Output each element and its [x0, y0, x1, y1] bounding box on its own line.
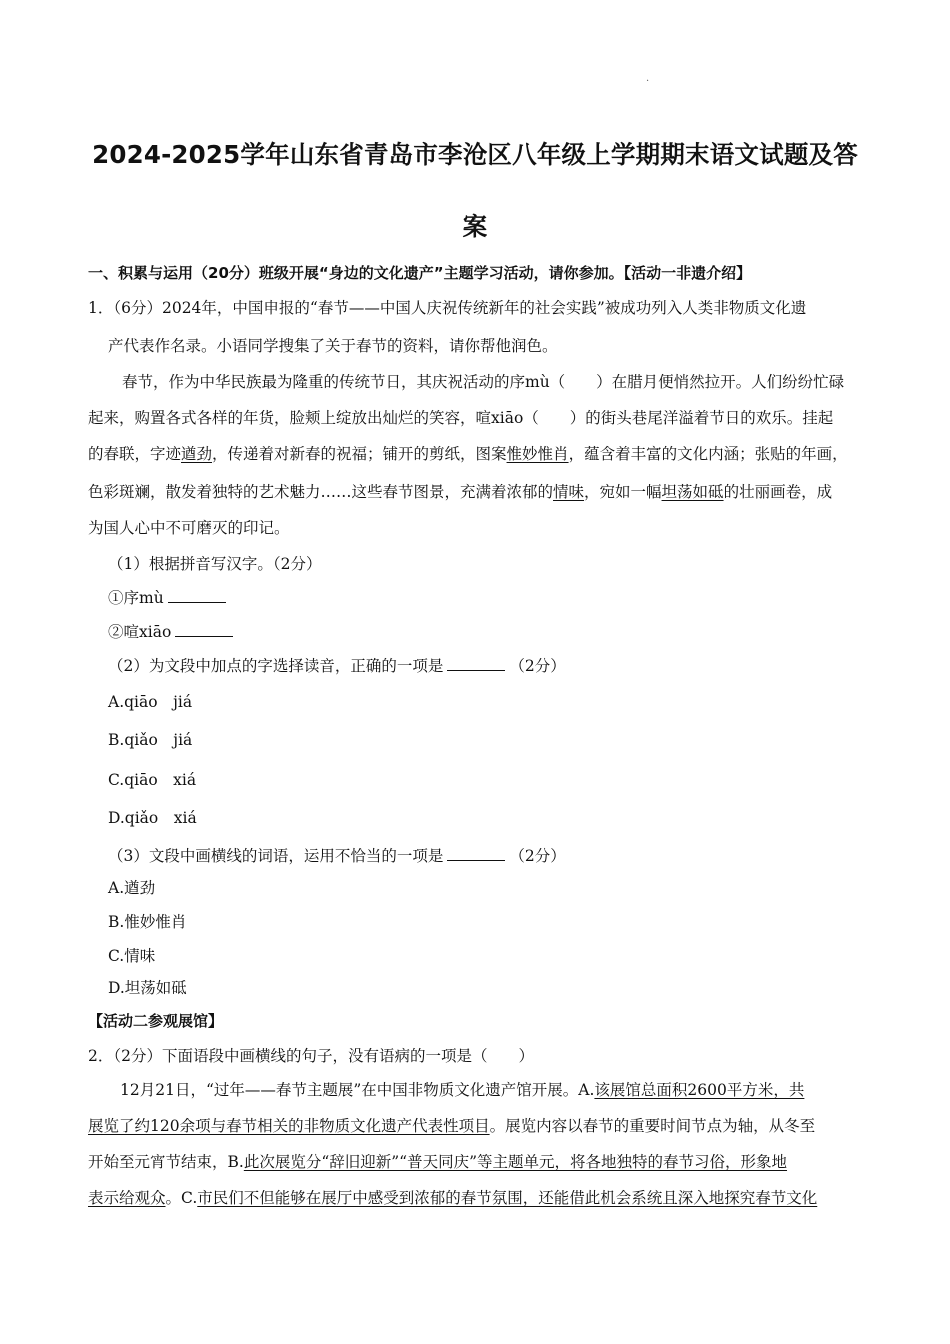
answer-blank[interactable] — [447, 658, 505, 671]
passage-text: 色彩斑斓，散发着独特的艺术魅力……这些春节图景，充满着浓郁的 — [88, 483, 554, 501]
section1-heading: 一、积累与运用（20分）班级开展“身边的文化遗产”主题学习活动，请你参加。【活动一非遗介绍】 — [88, 264, 752, 282]
q1-sub2-option-c: C.qiāo xiá — [108, 771, 197, 789]
q1-sub3-prompt — [108, 844, 566, 866]
underlined-sentence-a: 展览了约120余项与春节相关的非物质文化遗产代表性项目 — [88, 1117, 490, 1135]
document-title-continued: 案 — [462, 212, 488, 241]
page-dot: · — [646, 76, 650, 87]
passage-text: ，宛如一幅 — [584, 483, 662, 501]
passage-line3 — [88, 442, 848, 464]
item-label: ①序mù — [108, 589, 164, 607]
passage-line5: 为国人心中不可磨灭的印记。 — [88, 519, 290, 537]
q1-sub1-item-b — [108, 620, 237, 642]
q2-stem: 2．（2分）下面语段中画横线的句子，没有语病的一项是（ ） — [88, 1047, 534, 1065]
answer-blank[interactable] — [447, 848, 505, 861]
q1-sub3-option-c: C.情味 — [108, 947, 156, 965]
q1-sub3-option-b: B.惟妙惟肖 — [108, 913, 187, 931]
passage-text: 。展览内容以春节的重要时间节点为轴，从冬至 — [489, 1117, 816, 1135]
q2-passage-line4 — [88, 1186, 817, 1208]
q1-sub1-item-a — [108, 586, 230, 608]
underlined-word: 坦荡如砥 — [661, 483, 724, 501]
underlined-sentence-a: 该展馆总面积2600平方米，共 — [594, 1081, 805, 1099]
activity2-heading: 【活动二参观展馆】 — [88, 1012, 224, 1030]
passage-text: ，传递着对新春的祝福；铺开的剪纸，图案 — [212, 445, 507, 463]
prompt-text: （2）为文段中加点的字选择读音，正确的一项是 — [108, 657, 444, 675]
passage-line1: 春节，作为中华民族最为隆重的传统节日，其庆祝活动的序mù（ ）在腊月便悄然拉开。人们纷纷忙碌 — [122, 373, 845, 391]
underlined-sentence-b: 表示给观众 — [88, 1189, 166, 1207]
q1-sub3-option-d: D.坦荡如砥 — [108, 979, 187, 997]
q1-stem-line2: 产代表作名录。小语同学搜集了关于春节的资料，请你帮他润色。 — [108, 337, 558, 355]
passage-text: 。C. — [165, 1189, 198, 1207]
q2-passage-line2 — [88, 1114, 815, 1136]
q1-sub2-option-a: A.qiāo jiá — [108, 693, 193, 711]
item-label: ②喧xiāo — [108, 623, 172, 641]
passage-line4 — [88, 480, 832, 502]
q1-sub2-prompt — [108, 654, 566, 676]
passage-text: 的春联，字迹 — [88, 445, 182, 463]
q1-sub2-option-b: B.qiǎo jiá — [108, 731, 193, 749]
passage-text: ，蕴含着丰富的文化内涵；张贴的年画， — [568, 445, 848, 463]
underlined-word: 惟妙惟肖 — [506, 445, 569, 463]
passage-text: 开始至元宵节结束，B. — [88, 1153, 244, 1171]
q2-passage-line1 — [120, 1078, 804, 1100]
q1-stem-line1: 1．（6分）2024年，中国申报的“春节——中国人庆祝传统新年的社会实践”被成功列入人类非物质文化遗 — [88, 299, 807, 317]
score-text: （2分） — [509, 657, 566, 675]
passage-text: 的壮丽画卷，成 — [723, 483, 833, 501]
passage-text: 12月21日，“过年——春节主题展”在中国非物质文化遗产馆开展。A. — [120, 1081, 595, 1099]
q1-sub3-option-a: A.遒劲 — [108, 879, 156, 897]
underlined-word: 情味 — [553, 483, 585, 501]
q1-sub2-option-d: D.qiǎo xiá — [108, 809, 197, 827]
document-title: 2024-2025学年山东省青岛市李沧区八年级上学期期末语文试题及答 — [92, 140, 858, 169]
q1-sub1-prompt: （1）根据拼音写汉字。（2分） — [108, 555, 322, 573]
underlined-word: 遒劲 — [181, 445, 213, 463]
underlined-sentence-c: 市民们不但能够在展厅中感受到浓郁的春节氛围，还能借此机会系统且深入地探究春节文化 — [197, 1189, 818, 1207]
underlined-sentence-b: 此次展览分“辞旧迎新”“普天同庆”等主题单元，将各地独特的春节习俗，形象地 — [243, 1153, 788, 1171]
score-text: （2分） — [509, 847, 566, 865]
passage-line2: 起来，购置各式各样的年货，脸颊上绽放出灿烂的笑容，喧xiāo（ ）的街头巷尾洋溢着节日的欢乐。挂起 — [88, 409, 834, 427]
prompt-text: （3）文段中画横线的词语，运用不恰当的一项是 — [108, 847, 444, 865]
answer-blank[interactable] — [168, 590, 226, 603]
q2-passage-line3 — [88, 1150, 787, 1172]
answer-blank[interactable] — [175, 624, 233, 637]
